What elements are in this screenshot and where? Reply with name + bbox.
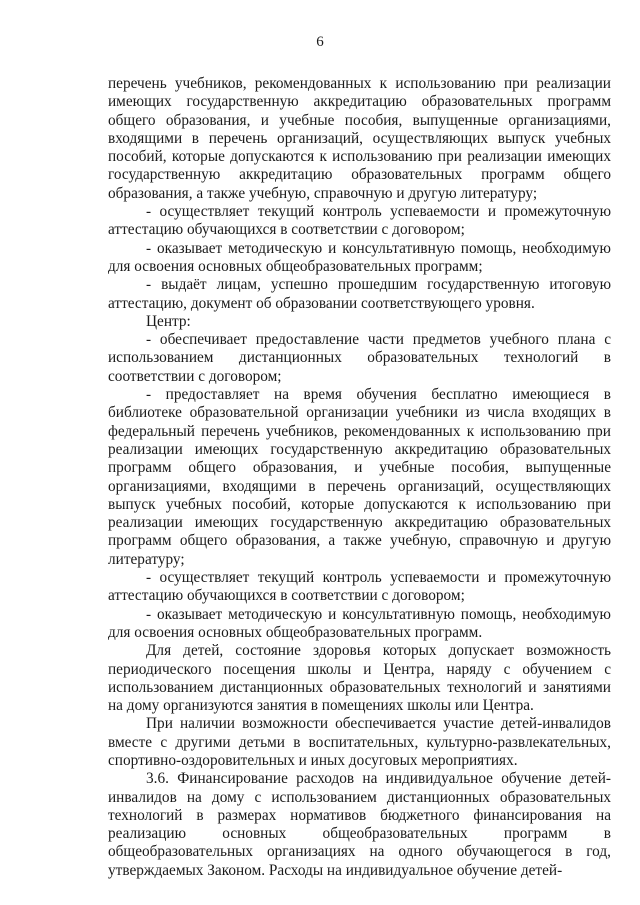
paragraph: - предоставляет на время обучения бесплатно имеющиеся в библиотеке образовательной организации учебники из числа входящих в федеральный перечень учебников, рекомендованных к использованию при реализации имеющих государственную аккредитацию образовательных программ общего образования, и учебные пособия, выпущенные организациями, входящими в перечень организаций, осуществляющих выпуск учебных пособий, которые допускаются к использованию при реализации имеющих государственную аккредитацию образовательных программ общего образования, а также учебную, справочную и другую литературу;	[108, 386, 611, 568]
paragraph: перечень учебников, рекомендованных к использованию при реализации имеющих государственную аккредитацию образовательных программ общего образования, и учебные пособия, выпущенные организациями, входящими в перечень организаций, осуществляющих выпуск учебных пособий, которые допускаются к использованию при реализации имеющих государственную аккредитацию образовательных программ общего образования, а также учебную, справочную и другую литературу;	[108, 75, 611, 202]
paragraph: - оказывает методическую и консультативную помощь, необходимую для освоения основных общеобразовательных программ.	[108, 605, 611, 641]
paragraph: 3.6. Финансирование расходов на индивидуальное обучение детей-инвалидов на дому с использованием дистанционных образовательных технологий в размерах нормативов бюджетного финансирования на реализацию основных общеобразовательных программ в общеобразовательных организациях на одного обучающегося в год, утверждаемых Законом. Расходы на индивидуальное обучение детей-	[108, 770, 611, 879]
paragraph: - выдаёт лицам, успешно прошедшим государственную итоговую аттестацию, документ об образовании соответствующего уровня.	[108, 276, 611, 312]
paragraph: - осуществляет текущий контроль успеваемости и промежуточную аттестацию обучающихся в соответствии с договором;	[108, 203, 611, 239]
paragraph: - осуществляет текущий контроль успеваемости и промежуточную аттестацию обучающихся в соответствии с договором;	[108, 569, 611, 605]
paragraph: - оказывает методическую и консультативную помощь, необходимую для освоения основных общеобразовательных программ;	[108, 239, 611, 275]
document-body	[108, 75, 611, 880]
paragraph: При наличии возможности обеспечивается участие детей-инвалидов вместе с другими детьми в воспитательных, культурно-развлекательных, спортивно-оздоровительных и иных досуговых мероприятиях.	[108, 715, 611, 769]
page-number: 6	[316, 34, 324, 50]
paragraph: Центр:	[146, 312, 191, 330]
paragraph: - обеспечивает предоставление части предметов учебного плана с использованием дистанционных образовательных технологий в соответствии с договором;	[108, 331, 611, 385]
paragraph: Для детей, состояние здоровья которых допускает возможность периодического посещения школы и Центра, наряду с обучением с использованием дистанционных образовательных технологий и занятиями на дому организуются занятия в помещениях школы или Центра.	[108, 642, 611, 715]
